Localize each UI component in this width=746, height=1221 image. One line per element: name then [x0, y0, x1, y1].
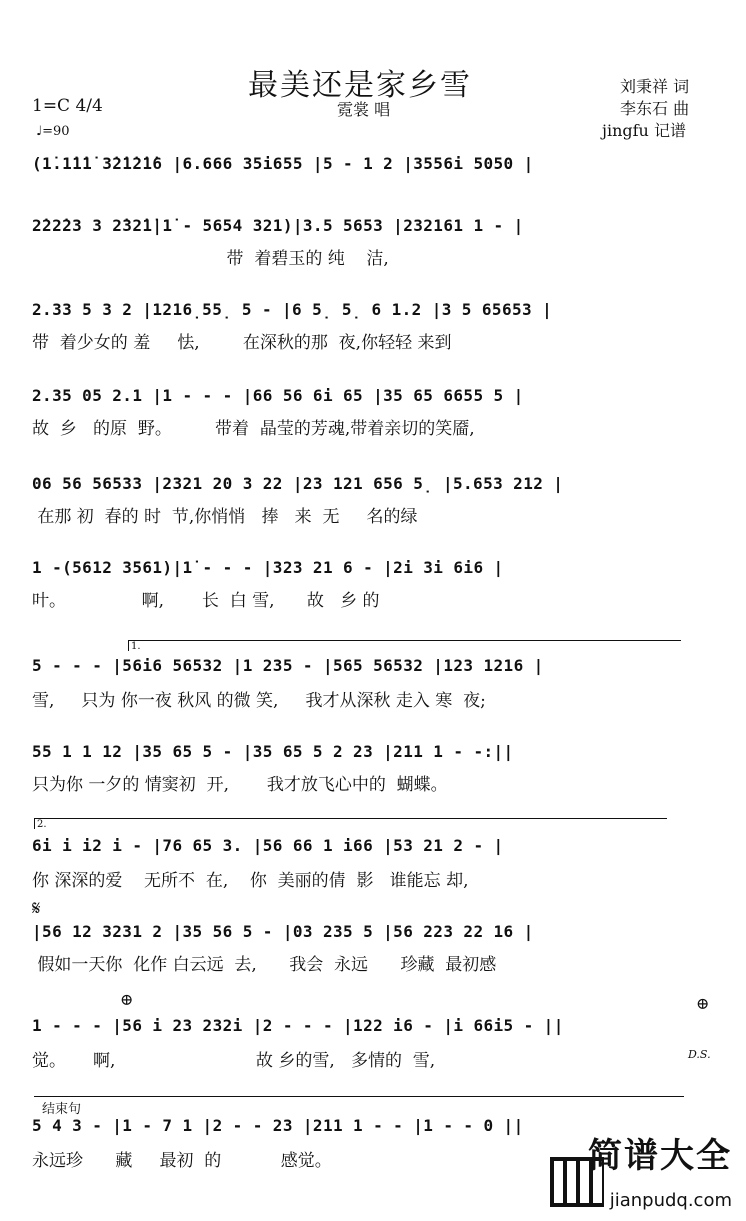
- music-system-3: [32, 296, 704, 356]
- music-system-5: [32, 470, 704, 530]
- music-system-4: [32, 382, 704, 442]
- watermark-brand: 简谱大全: [588, 1136, 732, 1176]
- lyrics-line: 叶。 啊, 长 白 雪, 故 乡 的: [32, 591, 380, 611]
- ending-section-label: 结束句: [42, 1102, 82, 1117]
- notes-line: 5 4 3 - |1 - 7 1 |2 - - 23 |211 1 - - |1 - - 0 ||: [32, 1116, 524, 1135]
- notes-line: 6i i i2 i - |76 65 3. |56 66 1 i66 |53 21 2 - |: [32, 836, 504, 855]
- music-system-10: [32, 918, 704, 978]
- music-system-11: [32, 1012, 704, 1072]
- notes-line: (1̇.1̇1̇1̇ 3̇2̇1̇2̇1̇6 |6.666 35i655 |5 - 1 2 |3556i 5050 |: [32, 154, 534, 173]
- lyrics-line: 带 着少女的 羞 怯, 在深秋的那 夜,你轻轻 来到: [32, 333, 452, 353]
- music-system-1: [32, 150, 704, 210]
- music-system-2: [32, 212, 704, 272]
- ending-bracket-line: [34, 1096, 684, 1097]
- lyrics-line: 假如一天你 化作 白云远 去, 我会 永远 珍藏 最初感: [32, 955, 497, 975]
- volta-1: 1.: [128, 640, 681, 651]
- watermark-url: jianpudq.com: [609, 1190, 732, 1211]
- lyrics-line: 在那 初 春的 时 节,你悄悄 捧 来 无 名的绿: [32, 507, 418, 527]
- lyricist-credit: 刘秉祥 词: [620, 77, 690, 96]
- coda-sign-end: ⊕: [696, 994, 710, 1013]
- notes-line: 5 - - - |56i6 56532 |1 235 - |565 56532 |123 1216 |: [32, 656, 544, 675]
- lyrics-line: 雪, 只为 你一夜 秋风 的微 笑, 我才从深秋 走入 寒 夜;: [32, 691, 486, 711]
- notes-line: 2̇22̇23 3 2̇32̇1̇|1̇ - 5654 321)|3.5 5653 |232161 1 - |: [32, 216, 524, 235]
- coda-sign: ⊕: [120, 990, 134, 1009]
- notes-line: 2.33 5 3 2 |1216̣55̣ 5 - |6 5̣ 5̣ 6 1.2 |3 5 65653 |: [32, 300, 553, 319]
- segno-sign: 𝄋: [32, 896, 41, 920]
- notes-line: 55 1 1 12 |35 65 5 - |35 65 5 2 23 |211 1 - -:||: [32, 742, 514, 761]
- notes-line: 1 -(5612 3561)|1̇ - - - |323 21 6 - |2i 3i 6i6 |: [32, 558, 504, 577]
- lyrics-line: 故 乡 的原 野。 带着 晶莹的芳魂,带着亲切的笑靥,: [32, 419, 475, 439]
- song-title: 最美还是家乡雪: [248, 68, 472, 103]
- key-signature: 1=C 4/4: [32, 96, 103, 116]
- music-system-9: [32, 832, 704, 892]
- notes-line: 06 56 56533 |2321 20 3 22 |23 121 656 5̣ |5.653 212 |: [32, 474, 564, 493]
- tempo-marking: ♩=90: [36, 124, 70, 139]
- notes-line: |56 12 3231 2 |35 56 5 - |03 235 5 |56 223 22 16 |: [32, 922, 534, 941]
- lyrics-line: 觉。 啊, 故 乡的雪, 多情的 雪,: [32, 1051, 436, 1071]
- lyrics-line: 永远珍 藏 最初 的 感觉。: [32, 1151, 332, 1171]
- lyrics-line: 只为你 一夕的 情窦初 开, 我才放飞心中的 蝴蝶。: [32, 775, 448, 795]
- lyrics-line: [32, 186, 704, 212]
- notes-line: 1 - - - |56 i 23 232i |2 - - - |122 i6 - |i 66i5 - ||: [32, 1016, 564, 1035]
- lyrics-line: 带 着碧玉的 纯 洁,: [32, 249, 389, 269]
- music-system-8: [32, 738, 704, 798]
- notes-line: 2.35 05 2.1 |1 - - - |66 56 6i 65 |35 65 6655 5 |: [32, 386, 524, 405]
- lyrics-line: 你 深深的爱 无所不 在, 你 美丽的倩 影 谁能忘 却,: [32, 871, 469, 891]
- music-system-7: [32, 652, 704, 712]
- ds-marking: D.S.: [688, 1048, 711, 1061]
- notation-credit: jingfu 记谱: [602, 121, 686, 140]
- singer-credit: 霓裳 唱: [337, 100, 391, 119]
- volta-2: 2.: [34, 818, 667, 829]
- music-system-6: [32, 554, 704, 614]
- composer-credit: 李东石 曲: [620, 99, 690, 118]
